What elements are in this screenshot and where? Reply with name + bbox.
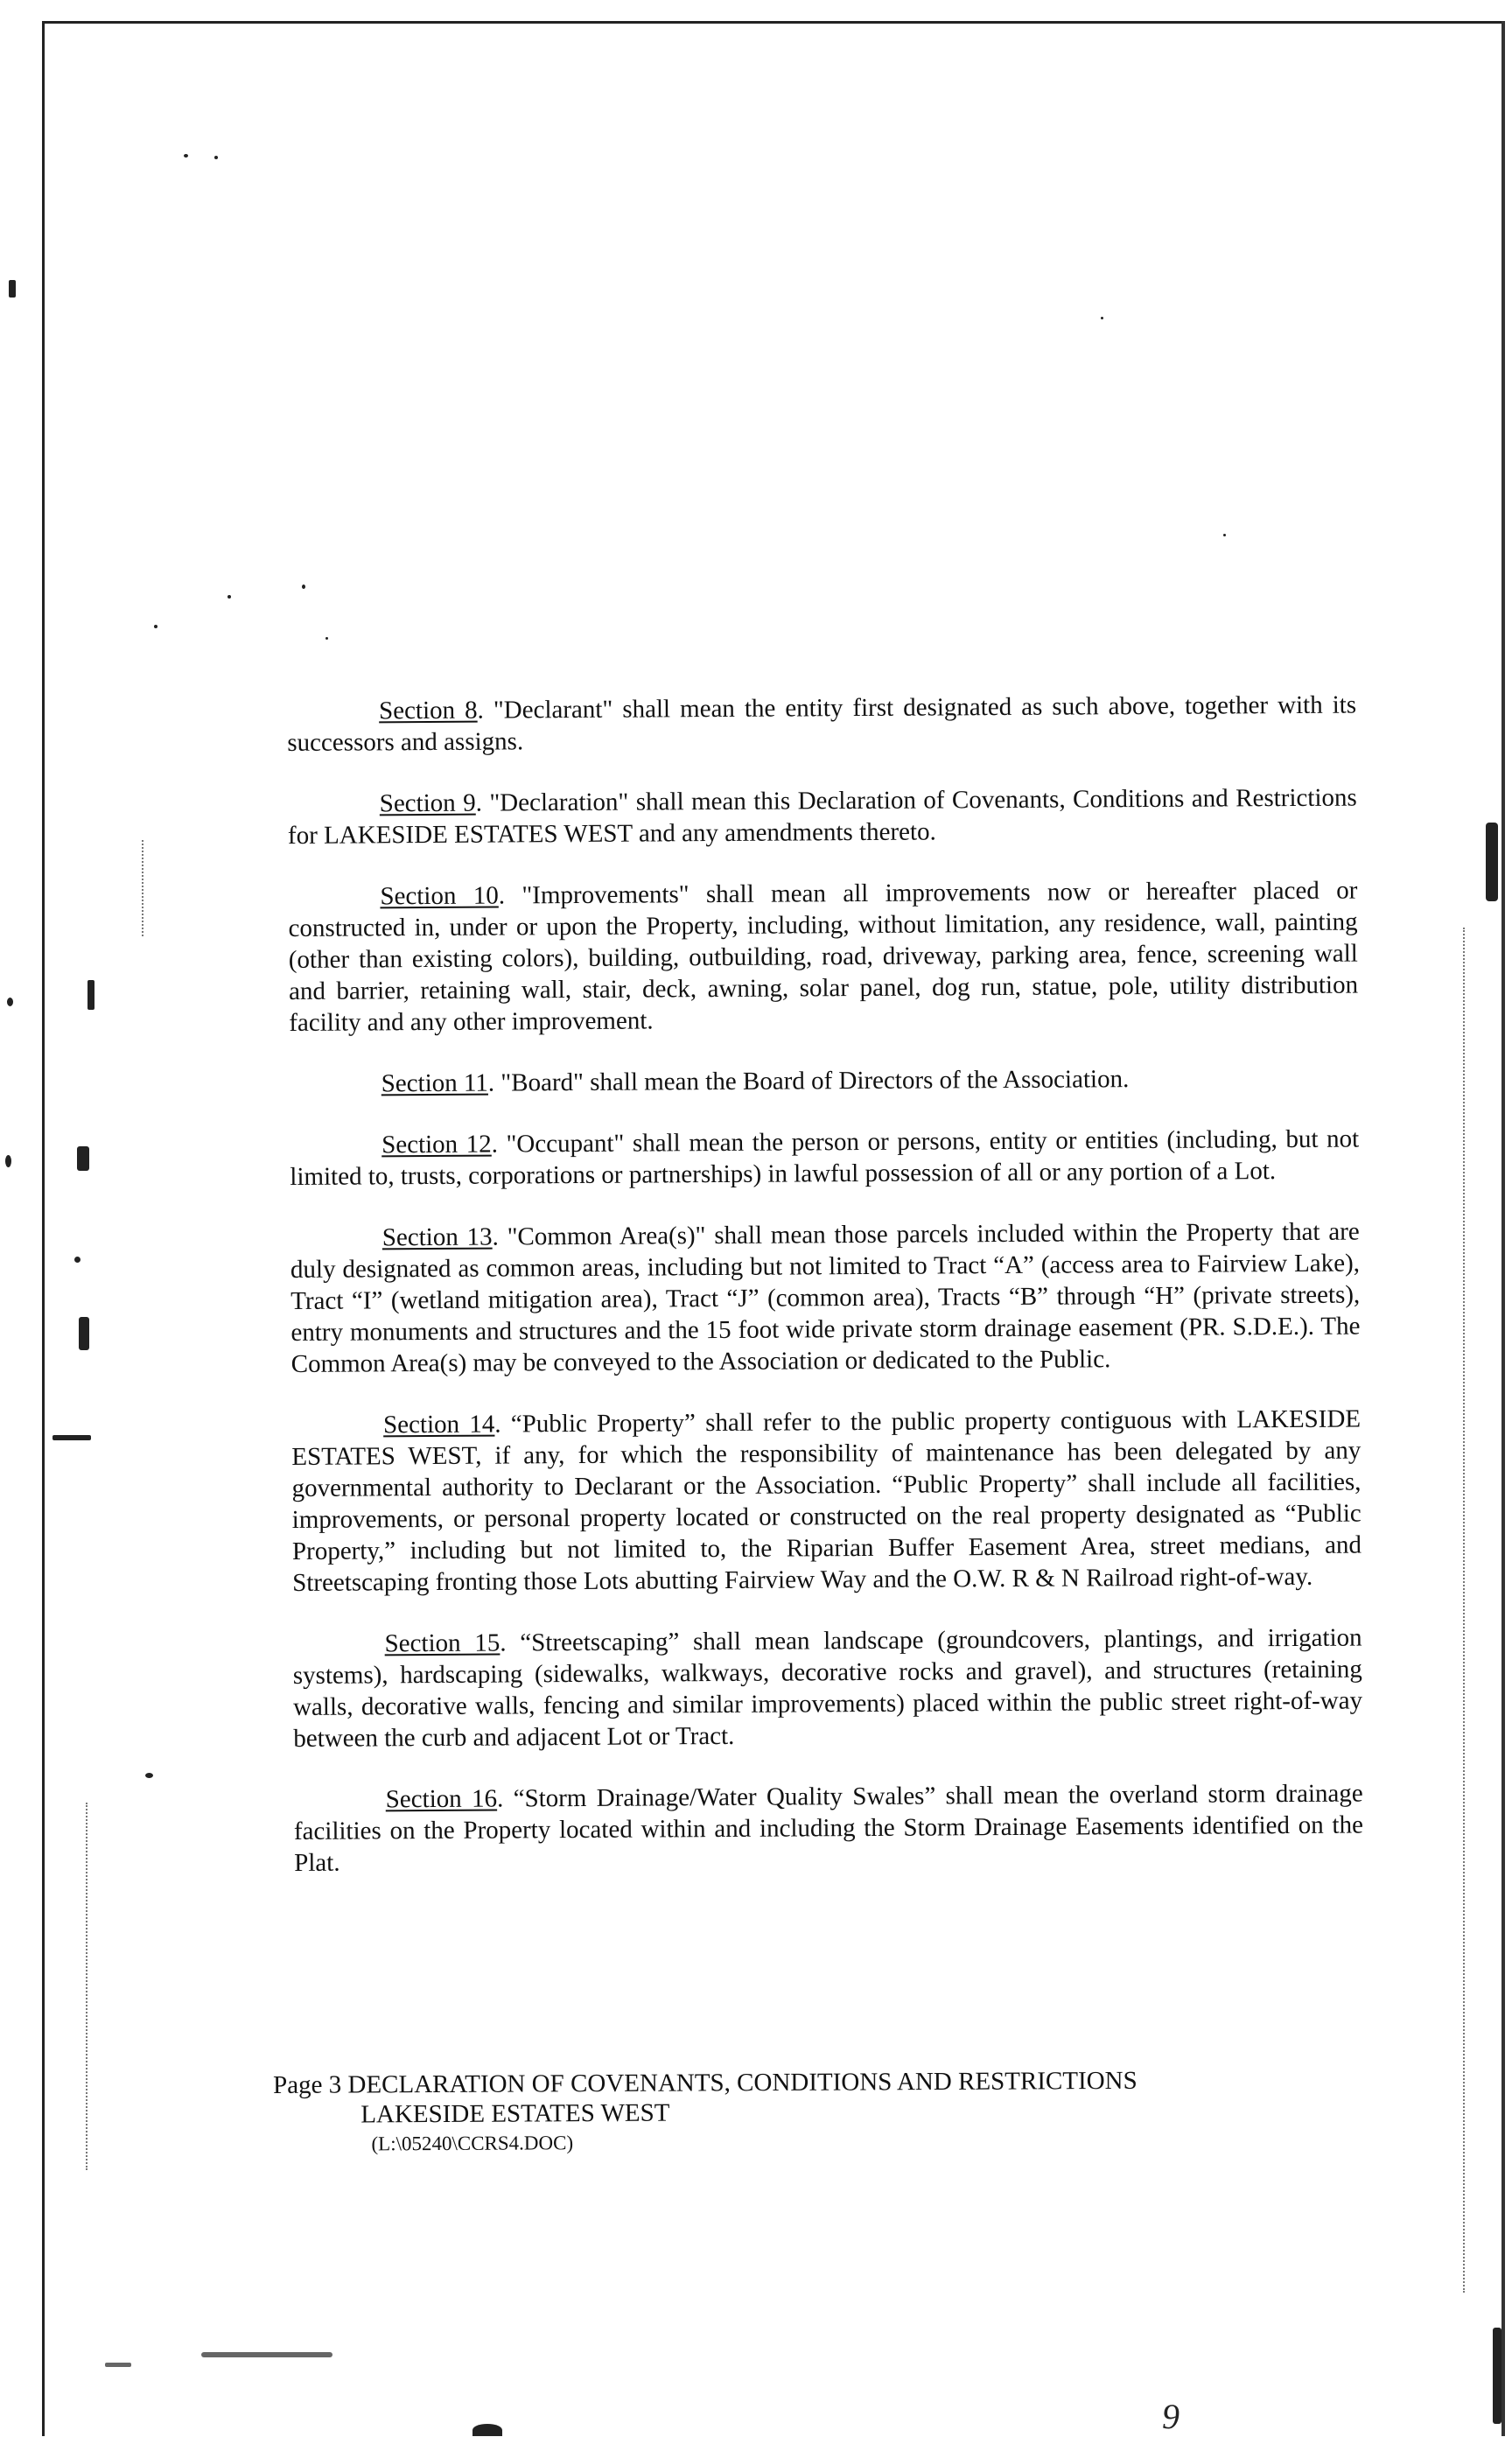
scan-speck <box>7 998 13 1006</box>
scan-speck <box>184 154 188 158</box>
section-11 <box>290 1062 1359 1100</box>
scan-speck <box>1101 317 1103 319</box>
page-number: Page 3 <box>273 2070 342 2099</box>
scan-speck <box>1493 2328 1502 2424</box>
scan-speck <box>79 1317 89 1350</box>
page-footer <box>273 2066 1138 2160</box>
section-text: . "Declaration" shall mean this Declaration of Covenants, Conditions and Restrictions for LAKESIDE ESTATES WEST and any amendments thereto. <box>287 783 1357 850</box>
scan-streak <box>1463 928 1465 2293</box>
section-label: Section 16 <box>385 1784 498 1814</box>
scan-streak <box>142 840 144 936</box>
section-label: Section 13 <box>382 1222 493 1252</box>
section-label: Section 12 <box>382 1130 492 1159</box>
section-16 <box>294 1778 1364 1879</box>
scan-speck <box>1223 534 1226 536</box>
section-10 <box>288 875 1358 1039</box>
scan-speck <box>88 980 94 1010</box>
footer-file-path: (L:\05240\CCRS4.DOC) <box>371 2132 574 2155</box>
page-border-top <box>42 21 1505 24</box>
scan-speck <box>74 1257 80 1263</box>
scan-streak <box>86 1803 88 2170</box>
scan-speck <box>214 156 218 159</box>
section-label: Section 11 <box>381 1068 488 1098</box>
section-label: Section 9 <box>379 788 476 818</box>
section-text: . "Occupant" shall mean the person or persons, entity or entities (including, but not limited to, trusts, corporations or partnerships) in lawful possession of all or any portion of a Lot. <box>290 1124 1360 1191</box>
section-14 <box>291 1404 1362 1599</box>
scan-speck <box>302 585 305 589</box>
scan-speck <box>9 280 16 298</box>
section-label: Section 10 <box>380 881 499 911</box>
scan-speck <box>201 2352 332 2357</box>
scan-speck <box>77 1146 89 1171</box>
scan-speck <box>472 2424 502 2436</box>
footer-title: DECLARATION OF COVENANTS, CONDITIONS AND RESTRICTIONS <box>347 2066 1138 2099</box>
footer-subtitle: LAKESIDE ESTATES WEST <box>360 2098 670 2129</box>
section-text: . "Common Area(s)" shall mean those parcels included within the Property that are duly designated as common areas, including but not limited to Tract “A” (access area to Fairview Lake), Tract “I” (wetland mitigation area), Tract “J” (common area), Tracts “B” through “H” (private streets), entry monuments and structures and the 15 foot wide private storm drainage easement (PR. S.D.E.). The Common Area(s) may be conveyed to the Association or dedicated to the Public. <box>290 1217 1361 1378</box>
document-body <box>287 690 1363 1908</box>
section-13 <box>290 1216 1361 1380</box>
section-9 <box>288 782 1357 851</box>
section-text: . "Improvements" shall mean all improvements now or hereafter placed or constructed in, under or upon the Property, including, without limitation, any residence, wall, painting (other than existing colors), building, outbuilding, road, driveway, parking area, fence, screening wall and barrier, retaining wall, stair, deck, awning, solar panel, dog run, statue, pole, utility distribution facility and any other improvement. <box>288 876 1359 1037</box>
scan-speck <box>228 595 231 599</box>
section-text: . "Board" shall mean the Board of Directors of the Association. <box>487 1065 1130 1097</box>
section-label: Section 15 <box>384 1628 500 1658</box>
scan-speck <box>145 1773 153 1778</box>
scan-speck <box>52 1435 91 1440</box>
section-text: . “Public Property” shall refer to the public property contiguous with LAKESIDE ESTATES WEST, if any, for which the responsibility of maintenance has been delegated by any governmental authority to Declarant or the Association. “Public Property” shall include all facilities, improvements, or personal property located or constructed on the real property designated as “Public Property,” including but not limited to, the Riparian Buffer Easement Area, street medians, and Streetscaping fronting those Lots abutting Fairview Way and the O.W. R & N Railroad right-of-way. <box>291 1404 1362 1597</box>
section-15 <box>293 1622 1363 1754</box>
handwritten-page-mark: 9 <box>1162 2397 1180 2436</box>
scan-speck <box>154 625 158 628</box>
scan-speck <box>105 2363 131 2367</box>
section-12 <box>290 1124 1359 1193</box>
page-border-right <box>1502 21 1505 2436</box>
scan-speck <box>1486 823 1498 901</box>
section-label: Section 8 <box>379 696 478 725</box>
section-text: . “Streetscaping” shall mean landscape (groundcovers, plantings, and irrigation systems), hardscaping (sidewalks, walkways, decorative rocks and gravel), and structures (retaining walls, decorative walls, fencing and similar improvements) placed within the public street right-of-way between the curb and adjacent Lot or Tract. <box>292 1623 1363 1753</box>
footer-title-row <box>273 2066 1138 2100</box>
scan-speck <box>5 1155 11 1167</box>
section-text: . "Declarant" shall mean the entity first designated as such above, together with its successors and assigns. <box>287 690 1357 757</box>
section-8 <box>287 690 1356 759</box>
section-label: Section 14 <box>382 1410 495 1439</box>
scan-speck <box>326 637 328 640</box>
section-text: . “Storm Drainage/Water Quality Swales” shall mean the overland storm drainage facilities on the Property located within and including the Storm Drainage Easements identified on the Plat. <box>293 1779 1364 1877</box>
page-border-left <box>42 21 45 2436</box>
